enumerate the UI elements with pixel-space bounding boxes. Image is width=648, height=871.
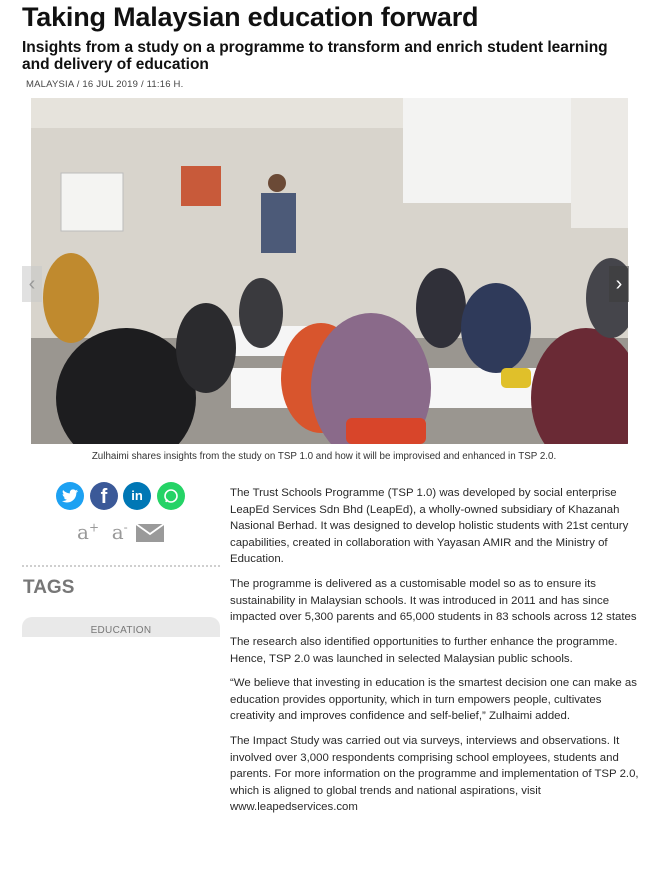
article-paragraph: The Impact Study was carried out via surveys, interviews and observations. It involved over 3,000 respondents comprising school employees, students and parents. For more information on the programme and implementation of TSP 2.0, which is aligned to global trends and national aspirations, visit www.leapedservices.com xyxy=(230,734,639,814)
twitter-icon[interactable] xyxy=(56,482,84,510)
article-meta: MALAYSIA / 16 JUL 2019 / 11:16 H. xyxy=(26,79,184,90)
facebook-icon[interactable]: f xyxy=(90,482,118,510)
article-subtitle: Insights from a study on a programme to transform and enrich student learning and delivery of education xyxy=(22,39,608,73)
mail-icon[interactable] xyxy=(136,524,164,547)
photo-caption: Zulhaimi shares insights from the study on TSP 1.0 and how it will be improvised and enhanced in TSP 2.0. xyxy=(91,451,557,462)
article-paragraph: The Trust Schools Programme (TSP 1.0) was developed by social enterprise LeapEd Services Sdn Bhd (LeapEd), a wholly-owned subsidiary of Khazanah Nasional Berhad. It was designed to develop holistic students with 21st century capabilities, created in collaboration with Yayasan AMIR and the Ministry of Education. xyxy=(230,487,629,566)
tag-education[interactable]: EDUCATION xyxy=(22,617,220,637)
carousel-next-button[interactable]: › xyxy=(609,266,629,302)
linkedin-icon[interactable]: in xyxy=(123,482,151,510)
font-decrease-button[interactable]: a- xyxy=(111,520,128,544)
carousel-prev-button[interactable]: ‹ xyxy=(22,266,42,302)
whatsapp-icon[interactable] xyxy=(157,482,185,510)
article-paragraph: “We believe that investing in education is the smartest decision one can make as education provides opportunity, which in turn empowers people, cultivates creativity and improves confidence and self-belief,” Zulhaimi added. xyxy=(230,677,637,723)
article-title: Taking Malaysian education forward xyxy=(22,2,479,32)
article-paragraph: The programme is delivered as a customisable model so as to ensure its sustainability in Malaysian schools. It was introduced in 2011 and has since impacted over 5,300 parents and 65,000 students in 83 schools across 12 states xyxy=(230,577,637,624)
divider xyxy=(22,565,220,567)
font-increase-button[interactable]: a+ xyxy=(77,520,99,544)
font-size-controls xyxy=(77,520,128,544)
tags-heading: TAGS xyxy=(23,577,75,598)
article-body xyxy=(230,485,640,824)
article-paragraph: The research also identified opportunities to further enhance the programme. Hence, TSP 2.0 was launched in selected Malaysian public schools. xyxy=(230,635,618,665)
article-photo xyxy=(31,98,628,444)
